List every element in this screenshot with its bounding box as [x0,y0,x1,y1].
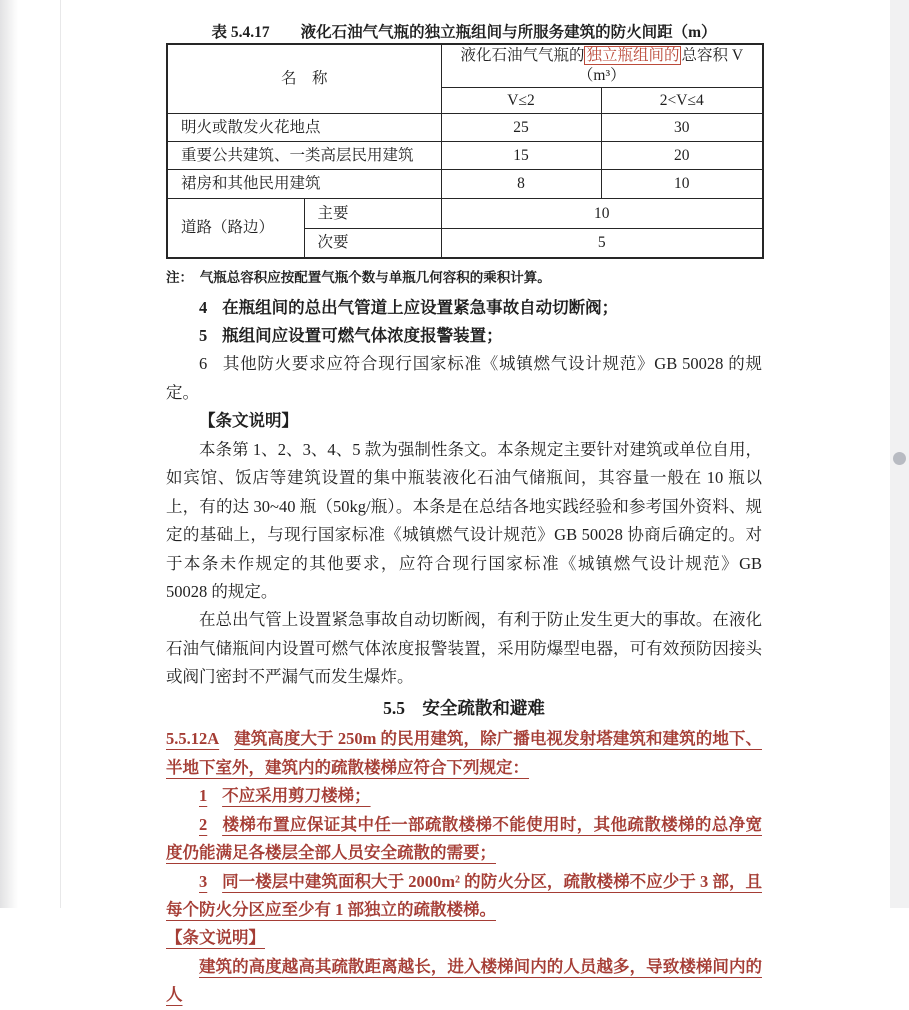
page-edge-line [60,0,61,908]
table-row [167,199,763,229]
explanation-paragraph-1: 本条第 1、2、3、4、5 款为强制性条文。本条规定主要针对建筑或单位自用，如宾馆、饭店等建筑设置的集中瓶装液化石油气储瓶间，其容量一般在 10 瓶以上，有的达 30~40 瓶（50kg/瓶）。本条是在总结各地实践经验和参考国外资料、规定的基础上，与现行国家标准《城镇燃气设计规范》GB 50028 协商后确定的。对于本条未作规定的其他要求，应符合现行国家标准《城镇燃气设计规范》GB 50028 的规定。 [166,439,762,602]
road-sub-value: 10 [441,199,763,229]
amendment-explanation-text: 建筑的高度越高其疏散距离越长，进入楼梯间内的人员越多，导致楼梯间内的人 [166,956,762,1005]
table-row [167,170,763,199]
row-label: 裙房和其他民用建筑 [167,170,441,199]
row-value: 20 [601,142,763,170]
road-sub-label: 主要 [304,199,441,229]
explanation-heading: 【条文说明】 [199,411,298,431]
clause-4: 4 在瓶组间的总出气管道上应设置紧急事故自动切断阀； [199,297,619,317]
volume-prefix: 液化石油气气瓶的 [460,47,585,64]
volume-highlight-box: 独立瓶组间的 [586,47,680,64]
amendment-item-1: 1 不应采用剪刀楼梯； [199,786,371,806]
amendment-item-2: 2 楼梯布置应保证其中任一部疏散楼梯不能使用时，其他疏散楼梯的总净宽度仍能满足各楼层全部人员安全疏散的需要； [166,814,762,863]
clause-6: 6 其他防火要求应符合现行国家标准《城镇燃气设计规范》GB 50028 的规定。 [166,354,762,402]
fire-separation-table [166,43,764,259]
table-header-volume [441,44,763,88]
scrollbar-track[interactable] [890,0,909,908]
row-value: 25 [441,114,601,142]
table-caption: 表 5.4.17 液化石油气气瓶的独立瓶组间与所服务建筑的防火间距（m） [211,24,717,41]
volume-suffix: 总容积 V（m³） [577,47,744,84]
table-row [167,114,763,142]
road-sub-value: 5 [441,229,763,258]
road-sub-label: 次要 [304,229,441,258]
amendment-item-3: 3 同一楼层中建筑面积大于 2000m² 的防火分区，疏散楼梯不应少于 3 部，且每个防火分区应至少有 1 部独立的疏散楼梯。 [166,871,762,920]
amendment-5-5-12A: 5.5.12A 建筑高度大于 250m 的民用建筑，除广播电视发射塔建筑和建筑的地下、半地下室外，建筑内的疏散楼梯应符合下列规定： [166,729,762,777]
page-left-shadow [0,0,18,908]
row-value: 10 [601,170,763,199]
section-5-5-heading: 5.5 安全疏散和避难 [383,697,545,718]
document-page [166,22,762,1010]
table-note: 注： 气瓶总容积应按配置气瓶个数与单瓶几何容积的乘积计算。 [166,269,551,285]
explanation-paragraph-2: 在总出气管上设置紧急事故自动切断阀，有利于防止发生更大的事故。在液化石油气储瓶间内设置可燃气体浓度报警装置，采用防爆型电器，可有效预防因接头或阀门密封不严漏气而发生爆炸。 [166,610,762,687]
row-label: 重要公共建筑、一类高层民用建筑 [167,142,441,170]
road-group-label: 道路（路边） [167,199,304,258]
clause-5: 5 瓶组间应设置可燃气体浓度报警装置； [199,325,503,345]
table-subheader-v2: V≤2 [441,88,601,114]
table-header-name: 名 称 [167,44,441,114]
amendment-explanation-heading: 【条文说明】 [166,928,265,948]
row-value: 15 [441,142,601,170]
row-value: 8 [441,170,601,199]
table-subheader-v4: 2<V≤4 [601,88,763,114]
row-value: 30 [601,114,763,142]
table-row [167,142,763,170]
row-label: 明火或散发火花地点 [167,114,441,142]
scrollbar-thumb[interactable] [893,452,906,465]
